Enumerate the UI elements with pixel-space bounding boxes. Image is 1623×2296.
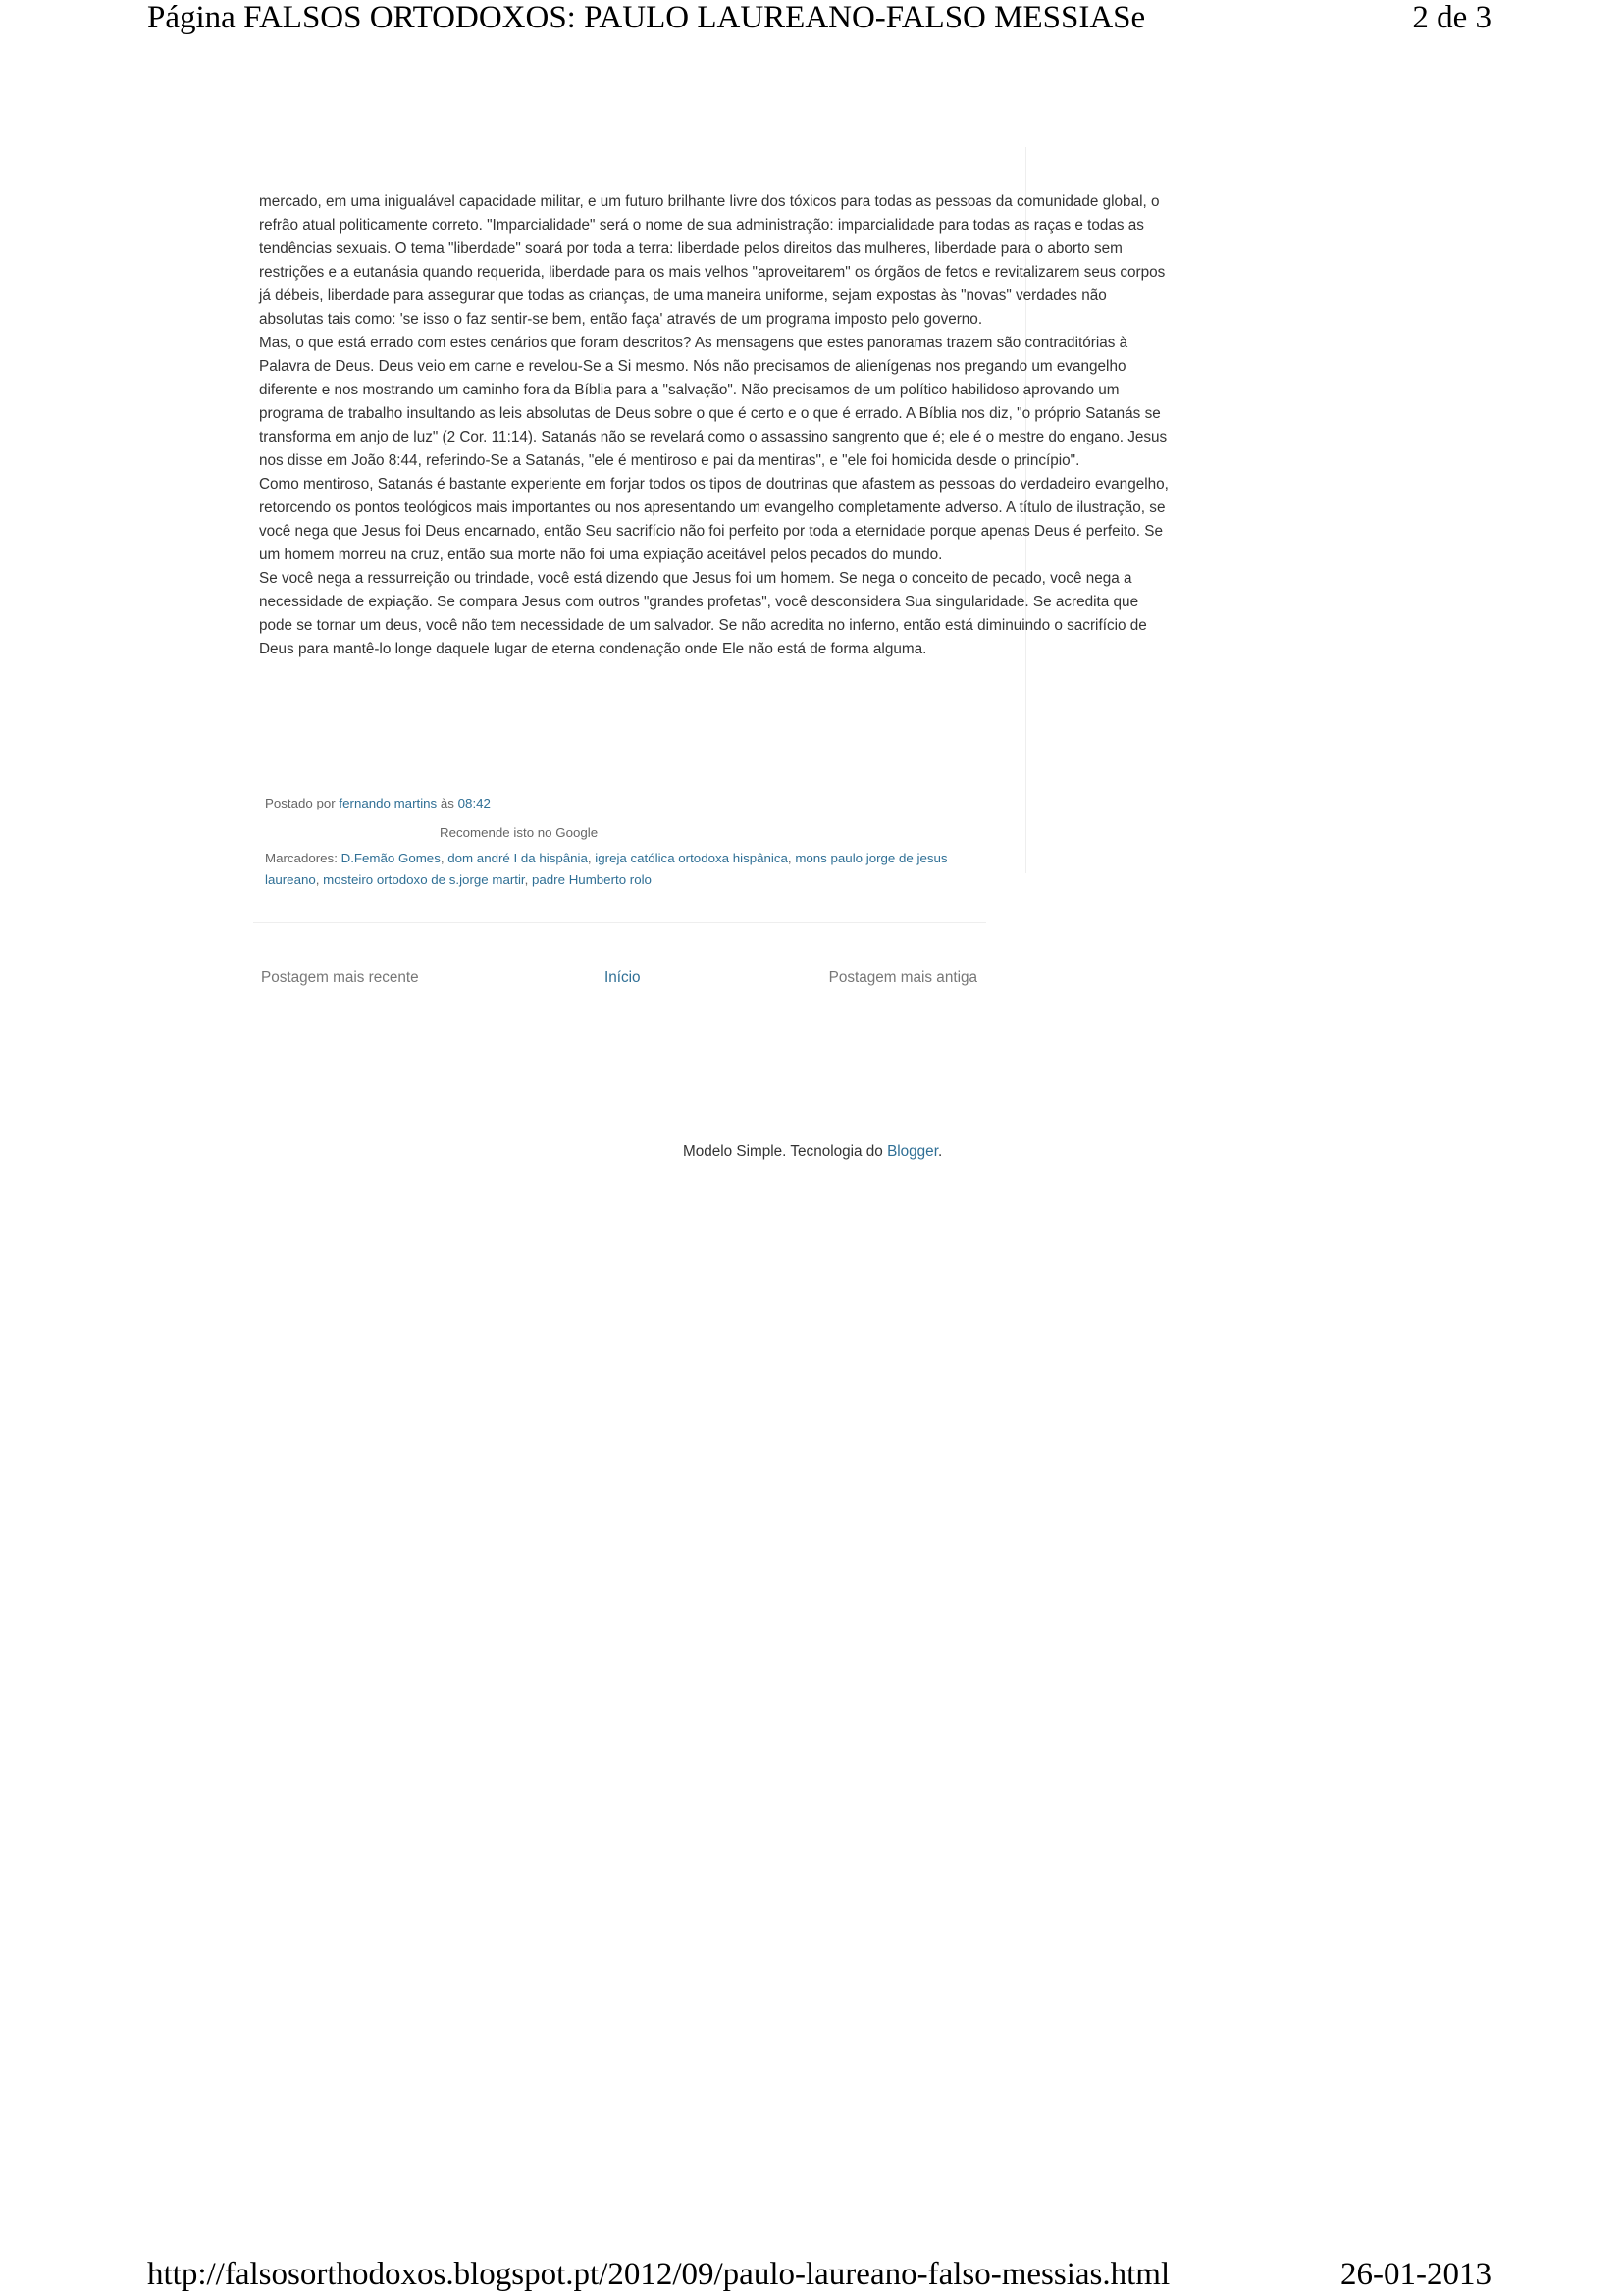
post-author-line: [265, 793, 971, 814]
newer-post-link[interactable]: Postagem mais recente: [261, 969, 419, 986]
recommend-google-button[interactable]: Recomende isto no Google: [440, 825, 599, 840]
label-link[interactable]: padre Humberto rolo: [532, 872, 652, 887]
label-link[interactable]: D.Femão Gomes: [340, 851, 441, 865]
posted-by-label: Postado por: [265, 796, 336, 810]
print-footer: [147, 2257, 1492, 2296]
label-link[interactable]: igreja católica ortodoxa hispânica: [595, 851, 788, 865]
home-link[interactable]: Início: [604, 969, 641, 986]
post-timestamp-link[interactable]: 08:42: [457, 796, 491, 810]
post-footer: [265, 793, 971, 891]
post-paragraph: Mas, o que está errado com estes cenários que foram descritos? As mensagens que estes panoramas trazem são contraditórias à Palavra de Deus. Deus veio em carne e revelou-Se a Si mesmo. Nós não precisamos de alienígenas nos pregando um evangelho diferente e nos mostrando um caminho fora da Bíblia para a "salvação". Não precisamos de um político habilidoso aprovando um programa de trabalho insultando as leis absolutas de Deus sobre o que é certo e o que é errado. A Bíblia nos diz, "o próprio Satanás se transforma em anjo de luz" (2 Cor. 11:14). Satanás não se revelará como o assassino sangrento que é; ele é o mestre do engano. Jesus nos disse em João 8:44, referindo-Se a Satanás, "ele é mentiroso e pai da mentiras", e "ele foi homicida desde o princípio".: [259, 335, 1168, 469]
template-attribution: [683, 1143, 942, 1161]
post-paragraph: mercado, em uma inigualável capacidade militar, e um futuro brilhante livre dos tóxicos para todas as pessoas da comunidade global, o refrão atual politicamente correto. "Imparcialidade" será o nome de sua administração: imparcialidade para todas as raças e todas as tendências sexuais. O tema "liberdade" soará por toda a terra: liberdade pelos direitos das mulheres, liberdade para o aborto sem restrições e a eutanásia quando requerida, liberdade para os mais velhos "aproveitarem" os órgãos de fetos e revitalizarem seus corpos já débeis, liberdade para assegurar que todas as crianças, de uma maneira uniforme, sejam expostas às "novas" verdades não absolutas tais como: 'se isso o faz sentir-se bem, então faça' através de um programa imposto pelo governo.: [259, 193, 1166, 328]
time-prefix: às: [440, 796, 454, 810]
post-paragraph: Se você nega a ressurreição ou trindade, você está dizendo que Jesus foi um homem. Se nega o conceito de pecado, você nega a necessidade de expiação. Se compara Jesus com outros "grandes profetas", você desconsidera Sua singularidade. Se acredita que pode se tornar um deus, você não tem necessidade de um salvador. Se não acredita no inferno, então está diminuindo o sacrifício de Deus para mantê-lo longe daquele lugar de eterna condenação onde Ele não está de forma alguma.: [259, 570, 1147, 657]
post-body: [259, 190, 1172, 661]
print-url: http://falsosorthodoxos.blogspot.pt/2012/09/paulo-laureano-falso-messias.html: [147, 2257, 1171, 2292]
label-link[interactable]: dom andré I da hispânia: [447, 851, 588, 865]
attribution-text: Modelo Simple. Tecnologia do: [683, 1143, 883, 1160]
post-labels: Marcadores: D.Femão Gomes, dom andré I da hispânia, igreja católica ortodoxa hispânica, mons paulo jorge de jesus laureano, mosteiro ortodoxo de s.jorge martir, padre Humberto rolo: [265, 851, 948, 887]
blogger-link[interactable]: Blogger: [887, 1143, 938, 1160]
author-link[interactable]: fernando martins: [339, 796, 438, 810]
attribution-suffix: .: [937, 1143, 943, 1160]
older-post-link[interactable]: Postagem mais antiga: [828, 969, 977, 986]
blog-pager: [261, 969, 977, 993]
print-date: 26-01-2013: [1340, 2257, 1492, 2292]
label-link[interactable]: mosteiro ortodoxo de s.jorge martir: [323, 872, 525, 887]
print-page-number: 2 de 3: [1412, 0, 1492, 35]
post-paragraph: Como mentiroso, Satanás é bastante experiente em forjar todos os tipos de doutrinas que afastem as pessoas do verdadeiro evangelho, retorcendo os pontos teológicos mais importantes ou nos apresentando um evangelho completamente adverso. A título de ilustração, se você nega que Jesus foi Deus encarnado, então Seu sacrifício não foi perfeito por toda a eternidade porque apenas Deus é perfeito. Se um homem morreu na cruz, então sua morte não foi uma expiação aceitável pelos pecados do mundo.: [259, 476, 1169, 563]
print-page-title: Página FALSOS ORTODOXOS: PAULO LAUREANO-FALSO MESSIASe: [147, 0, 1146, 35]
post-separator: [253, 922, 986, 923]
labels-prefix: Marcadores:: [265, 851, 338, 865]
label-link[interactable]: mons paulo jorge de jesus laureano: [265, 851, 948, 887]
print-header: [147, 0, 1492, 41]
